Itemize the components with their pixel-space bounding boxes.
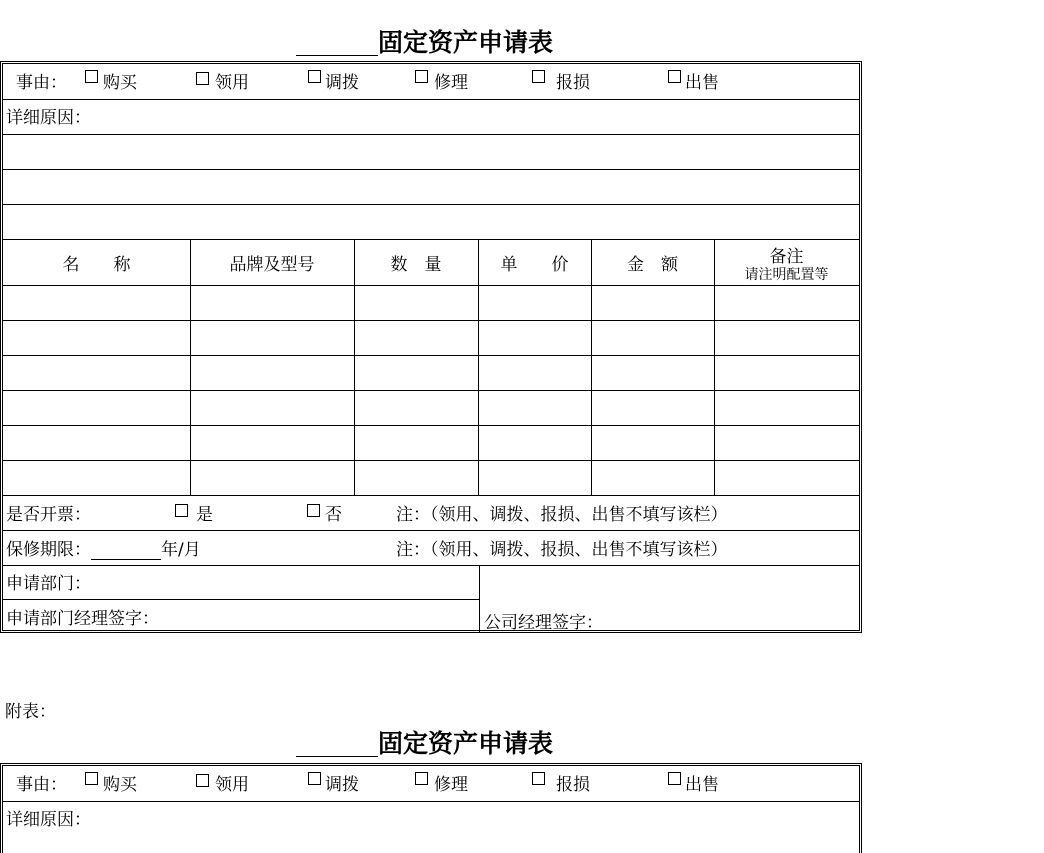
detail-reason-row (3, 99, 859, 134)
column-divider (354, 286, 355, 320)
column-divider (190, 426, 191, 460)
invoice-no-label: 否 (325, 505, 342, 525)
column-divider (354, 391, 355, 425)
column-divider (354, 461, 355, 495)
column-divider (354, 321, 355, 355)
header-remarks (714, 240, 859, 285)
column-divider (478, 321, 479, 355)
invoice-yes-label: 是 (196, 505, 213, 525)
option-transfer: 调拨 (325, 73, 359, 93)
dept-manager-sign-label: 申请部门经理签字： (6, 609, 159, 629)
form-title-block (296, 28, 586, 58)
option-receive: 领用 (215, 73, 249, 93)
column-divider (190, 321, 191, 355)
column-divider (478, 426, 479, 460)
column-divider (190, 461, 191, 495)
column-divider (714, 356, 715, 390)
checkbox-sell[interactable] (668, 772, 681, 785)
option-repair: 修理 (434, 73, 468, 93)
table-row[interactable] (3, 425, 859, 460)
option-purchase: 购买 (103, 73, 137, 93)
company-manager-sign-label: 公司经理签字： (484, 613, 603, 633)
column-divider (478, 356, 479, 390)
invoice-label: 是否开票： (6, 505, 91, 525)
column-divider (190, 286, 191, 320)
invoice-note: 注：（领用、调拨、报损、出售不填写该栏） (396, 505, 728, 525)
reason-row (3, 766, 859, 801)
header-name: 名 称 (62, 255, 131, 275)
dept-manager-sign-field[interactable] (3, 600, 479, 634)
form-title: 固定资产申请表 (378, 729, 554, 758)
items-table-header (3, 239, 859, 285)
column-divider (190, 391, 191, 425)
header-unit-price: 单 价 (500, 255, 569, 275)
checkbox-transfer[interactable] (308, 772, 321, 785)
detail-reason-label: 详细原因： (6, 810, 91, 830)
detail-blank-row[interactable] (3, 169, 859, 204)
column-divider (591, 321, 592, 355)
remarks-label: 备注 (769, 247, 804, 267)
checkbox-scrap[interactable] (532, 70, 545, 83)
checkbox-scrap[interactable] (532, 772, 545, 785)
column-divider (354, 356, 355, 390)
table-row[interactable] (3, 285, 859, 320)
checkbox-repair[interactable] (415, 70, 428, 83)
warranty-note: 注：（领用、调拨、报损、出售不填写该栏） (396, 540, 728, 560)
column-divider (714, 391, 715, 425)
reason-row (3, 64, 859, 99)
checkbox-purchase[interactable] (85, 772, 98, 785)
column-divider (591, 426, 592, 460)
detail-reason-label: 详细原因： (6, 108, 91, 128)
appendix-label: 附表： (5, 702, 56, 722)
option-scrap: 报损 (556, 775, 590, 795)
checkbox-repair[interactable] (415, 772, 428, 785)
column-divider (591, 286, 592, 320)
column-divider (478, 461, 479, 495)
option-scrap: 报损 (556, 73, 590, 93)
title-underline (296, 756, 378, 757)
reason-label: 事由： (16, 73, 67, 93)
remarks-sub: 请注明配置等 (744, 267, 829, 283)
column-divider (714, 426, 715, 460)
column-divider (591, 391, 592, 425)
reason-label: 事由： (16, 775, 67, 795)
checkbox-purchase[interactable] (85, 70, 98, 83)
table-row[interactable] (3, 390, 859, 425)
detail-reason-row (3, 801, 859, 836)
checkbox-invoice-yes[interactable] (175, 504, 188, 517)
option-sell: 出售 (685, 775, 719, 795)
column-divider (591, 461, 592, 495)
title-underline (296, 55, 378, 56)
checkbox-invoice-no[interactable] (307, 504, 320, 517)
company-manager-sign-field[interactable] (479, 566, 859, 633)
table-row[interactable] (3, 320, 859, 355)
checkbox-transfer[interactable] (308, 70, 321, 83)
column-divider (354, 426, 355, 460)
warranty-input[interactable] (91, 544, 161, 560)
option-purchase: 购买 (103, 775, 137, 795)
applicant-dept-label: 申请部门： (6, 574, 91, 594)
column-divider (591, 356, 592, 390)
option-receive: 领用 (215, 775, 249, 795)
form-title-block (296, 729, 586, 759)
header-quantity: 数 量 (390, 255, 442, 275)
invoice-row (3, 495, 859, 530)
column-divider (190, 356, 191, 390)
column-divider (478, 391, 479, 425)
column-divider (478, 286, 479, 320)
warranty-label: 保修期限： 年/月 (6, 540, 201, 560)
option-transfer: 调拨 (325, 775, 359, 795)
table-row[interactable] (3, 460, 859, 495)
header-amount: 金 额 (627, 255, 678, 275)
column-divider (714, 461, 715, 495)
checkbox-receive[interactable] (196, 774, 209, 787)
table-row[interactable] (3, 355, 859, 390)
column-divider (714, 286, 715, 320)
signature-block (3, 565, 859, 633)
detail-blank-row[interactable] (3, 204, 859, 239)
column-divider (714, 321, 715, 355)
option-repair: 修理 (434, 775, 468, 795)
form-title: 固定资产申请表 (378, 28, 554, 57)
asset-request-form (0, 61, 862, 633)
detail-blank-row[interactable] (3, 134, 859, 169)
header-brand-model: 品牌及型号 (229, 255, 315, 275)
option-sell: 出售 (685, 73, 719, 93)
warranty-row (3, 530, 859, 565)
checkbox-receive[interactable] (196, 72, 209, 85)
checkbox-sell[interactable] (668, 70, 681, 83)
asset-request-form (0, 763, 862, 853)
applicant-dept-field[interactable] (3, 566, 479, 600)
